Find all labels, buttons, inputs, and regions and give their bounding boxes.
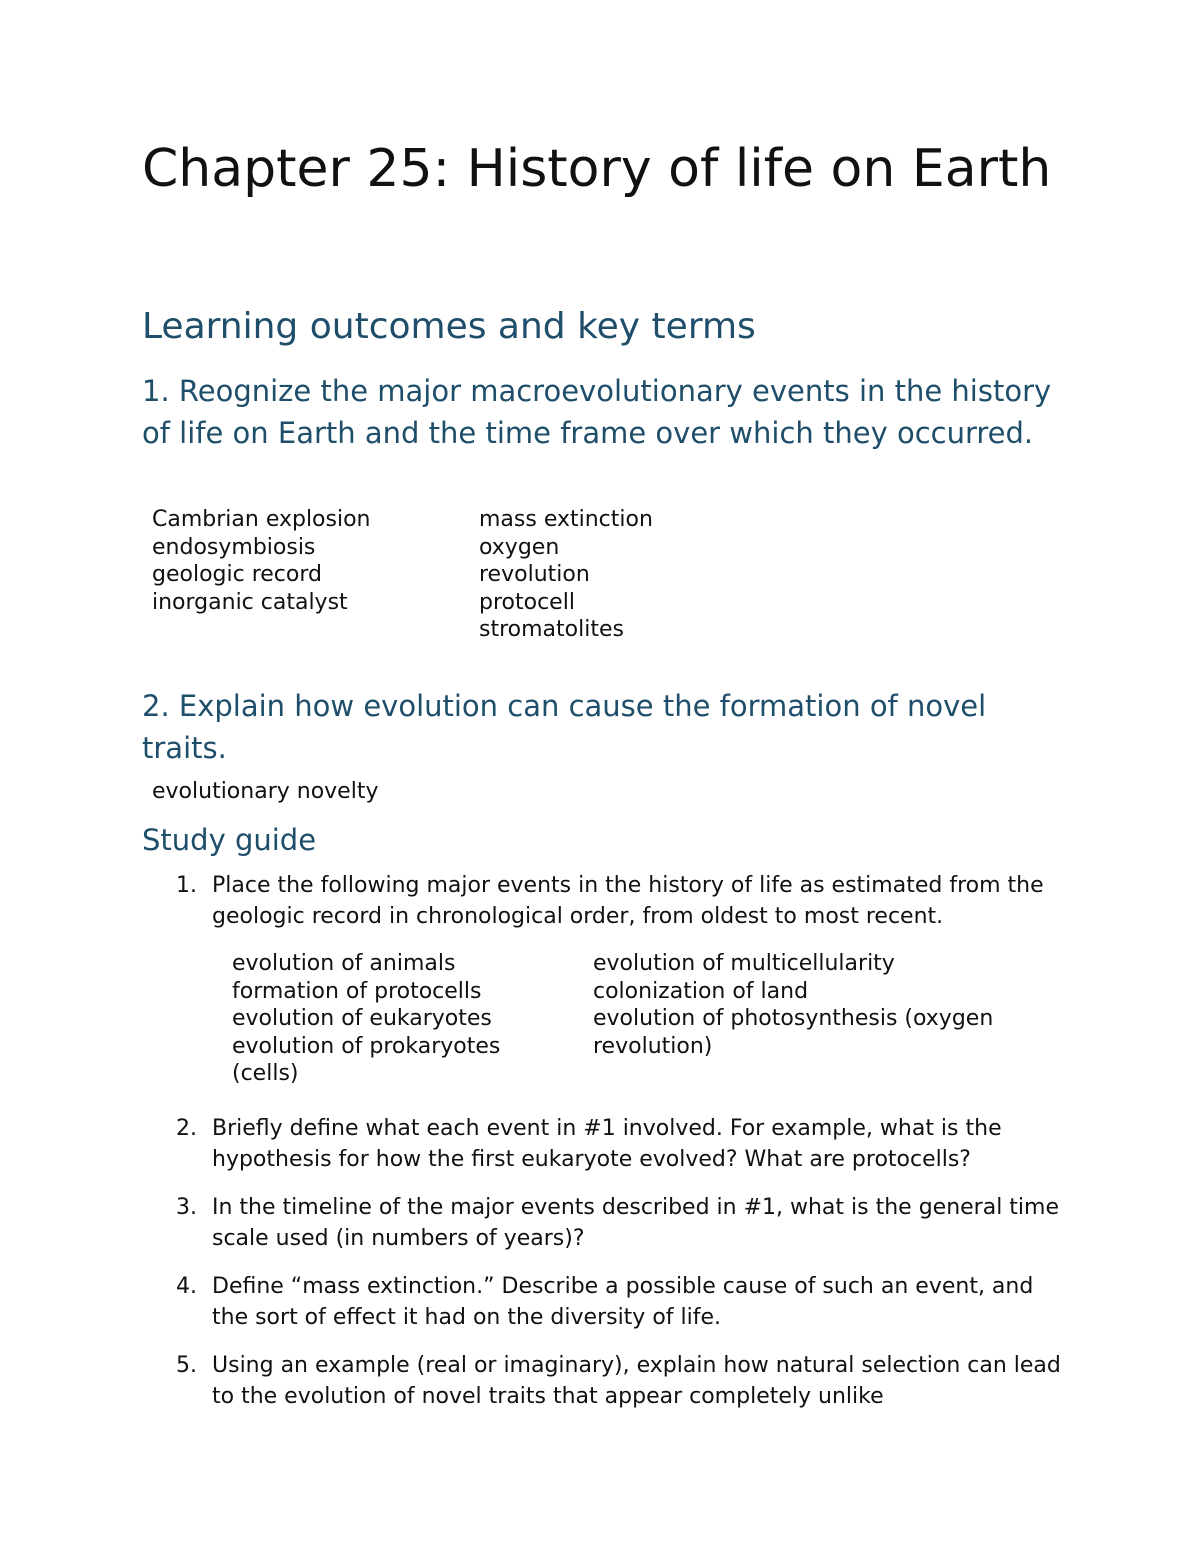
key-term: endosymbiosis bbox=[152, 534, 316, 560]
question-number: 3. bbox=[176, 1195, 197, 1220]
question-number: 2. bbox=[176, 1116, 197, 1141]
page-title: Chapter 25: History of life on Earth bbox=[142, 139, 1052, 199]
outcome-1-terms-left bbox=[152, 506, 371, 616]
outcome-1-heading: 1. Reognize the major macroevolutionary events in the history of life on Earth and the time frame over which they occurred. bbox=[142, 374, 1052, 450]
event-item: evolution of eukaryotes bbox=[232, 1006, 492, 1032]
event-item: evolution of prokaryotes (cells) bbox=[232, 1033, 501, 1087]
question-text: Place the following major events in the history of life as estimated from the geologic record in chronological order, from oldest to most recent. bbox=[212, 873, 1044, 929]
outcome-2-heading: 2. Explain how evolution can cause the formation of novel traits. bbox=[142, 689, 987, 765]
question-text: Briefly define what each event in #1 involved. For example, what is the hypothesis for how the first eukaryote evolved? What are protocells? bbox=[212, 1116, 1002, 1172]
key-term: geologic record bbox=[152, 562, 322, 588]
event-item: evolution of animals bbox=[232, 951, 456, 976]
events-list-left bbox=[232, 950, 562, 1088]
key-term: protocell bbox=[479, 589, 575, 615]
question-text: In the timeline of the major events described in #1, what is the general time scale used (in numbers of years)? bbox=[212, 1195, 1060, 1251]
key-term: Cambrian explosion bbox=[152, 507, 371, 532]
section-heading-outcomes: Learning outcomes and key terms bbox=[142, 306, 756, 347]
outcome-2-term: evolutionary novelty bbox=[152, 779, 379, 804]
event-item: evolution of multicellularity bbox=[593, 951, 895, 976]
question-text: Define “mass extinction.” Describe a possible cause of such an event, and the sort of effect it had on the diversity of life. bbox=[212, 1274, 1034, 1330]
key-term: oxygen bbox=[479, 534, 560, 560]
question-number: 4. bbox=[176, 1274, 197, 1299]
event-item: colonization of land bbox=[593, 978, 809, 1004]
key-term: mass extinction bbox=[479, 507, 653, 532]
events-list-right bbox=[593, 950, 1053, 1060]
question-text: Using an example (real or imaginary), explain how natural selection can lead to the evolution of novel traits that appear completely unlike bbox=[212, 1353, 1061, 1409]
key-term: revolution bbox=[479, 562, 590, 588]
event-item: formation of protocells bbox=[232, 978, 482, 1004]
study-guide-heading: Study guide bbox=[142, 823, 317, 857]
question-number: 5. bbox=[176, 1353, 197, 1378]
key-term: inorganic catalyst bbox=[152, 589, 348, 615]
key-term: stromatolites bbox=[479, 617, 624, 643]
question-number: 1. bbox=[176, 873, 197, 898]
event-item: evolution of photosynthesis (oxygen revolution) bbox=[593, 1006, 994, 1059]
outcome-1-terms-right bbox=[479, 506, 653, 644]
